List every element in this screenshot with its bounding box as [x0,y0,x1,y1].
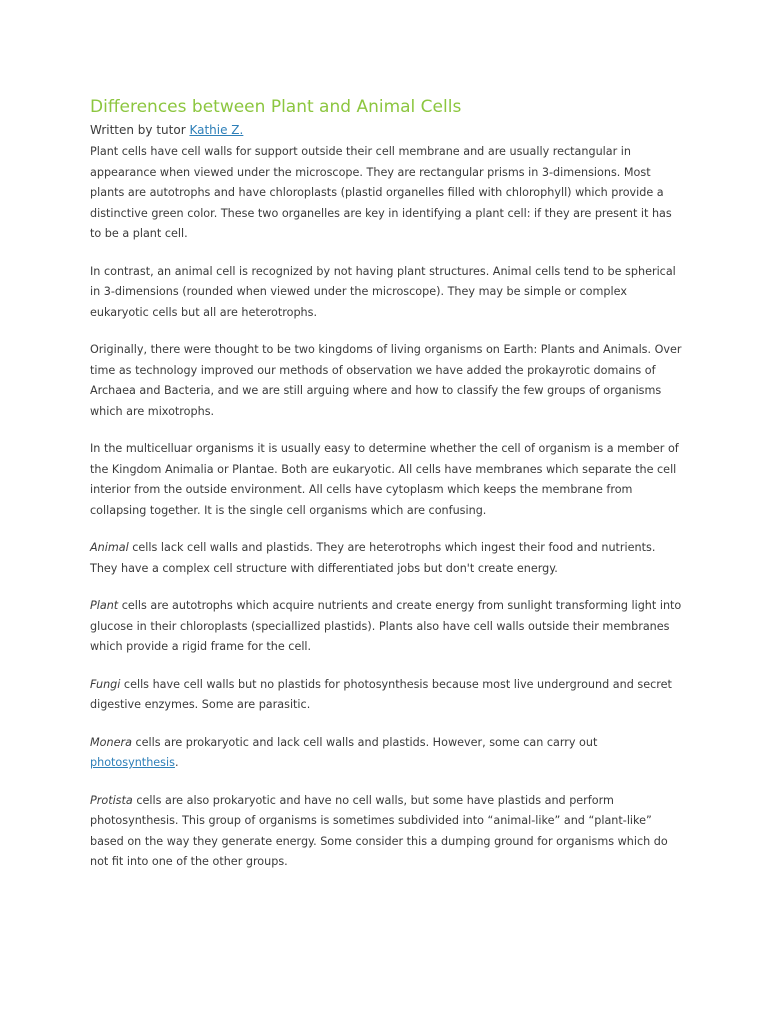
term-protista: Protista [90,793,133,807]
term-animal: Animal [90,541,129,554]
paragraph-animal [90,538,682,579]
paragraph-monera [90,733,682,774]
paragraph-kingdoms: Originally, there were thought to be two kingdoms of living organisms on Earth: Plants and Animals. Over time as technology improved our methods of observation we have added the prokayrotic domains of Archaea and Bacteria, and we are still arguing where and how to classify the few groups of organisms which are mixotrophs. [90,343,682,418]
term-fungi: Fungi [90,677,121,691]
animal-description: cells lack cell walls and plastids. They are heterotrophs which ingest their food and nutrients. They have a complex cell structure with differentiated jobs but don't create energy. [90,541,656,575]
term-monera: Monera [90,735,132,749]
paragraph-plant-cells: Plant cells have cell walls for support outside their cell membrane and are usually rectangular in appearance when viewed under the microscope. They are rectangular prisms in 3-dimensions. Most plants are autotrophs and have chloroplasts (plastid organelles filled with chlorophyll) which provide a distinctive green color. These two organelles are key in identifying a plant cell: if they are present it has to be a plant cell. [90,145,672,240]
protista-description: cells are also prokaryotic and have no cell walls, but some have plastids and perform photosynthesis. This group of organisms is sometimes subdivided into “animal-like” and “plant-like” based on the way they generate energy. Some consider this a dumping ground for organisms which do not fit into one of the other groups. [90,793,668,868]
paragraph-animal-cells: In contrast, an animal cell is recognized by not having plant structures. Animal cells tend to be spherical in 3-dimensions (rounded when viewed under the microscope). They may be simple or complex eukaryotic cells but all are heterotrophs. [90,264,676,319]
fungi-description: cells have cell walls but no plastids for photosynthesis because most live underground and secret digestive enzymes. Some are parasitic. [90,677,672,711]
byline [90,122,682,138]
monera-end: . [174,756,179,769]
article [90,96,682,890]
paragraph-protista [90,791,682,873]
article-title: Differences between Plant and Animal Cells [90,97,462,117]
paragraph-fungi [90,675,682,716]
paragraph-multicellular: In the multicelluar organisms it is usually easy to determine whether the cell of organism is a member of the Kingdom Animalia or Plantae. Both are eukaryotic. All cells have membranes which separate the cell interior from the outside environment. All cells have cytoplasm which keeps the membrane from collapsing together. It is the single cell organisms which are confusing. [90,442,679,517]
photosynthesis-link[interactable]: photosynthesis [90,756,175,769]
monera-description: cells are prokaryotic and lack cell walls and plastids. However, some can carry out [131,735,598,749]
byline-prefix: Written by tutor [90,123,190,137]
author-link[interactable]: Kathie Z. [189,123,244,137]
plant-description: cells are autotrophs which acquire nutrients and create energy from sunlight transforming light into glucose in their chloroplasts (speciallized plastids). Plants also have cell walls outside their membranes which provide a rigid frame for the cell. [90,599,682,653]
term-plant: Plant [90,599,119,612]
paragraph-plant [90,596,682,658]
